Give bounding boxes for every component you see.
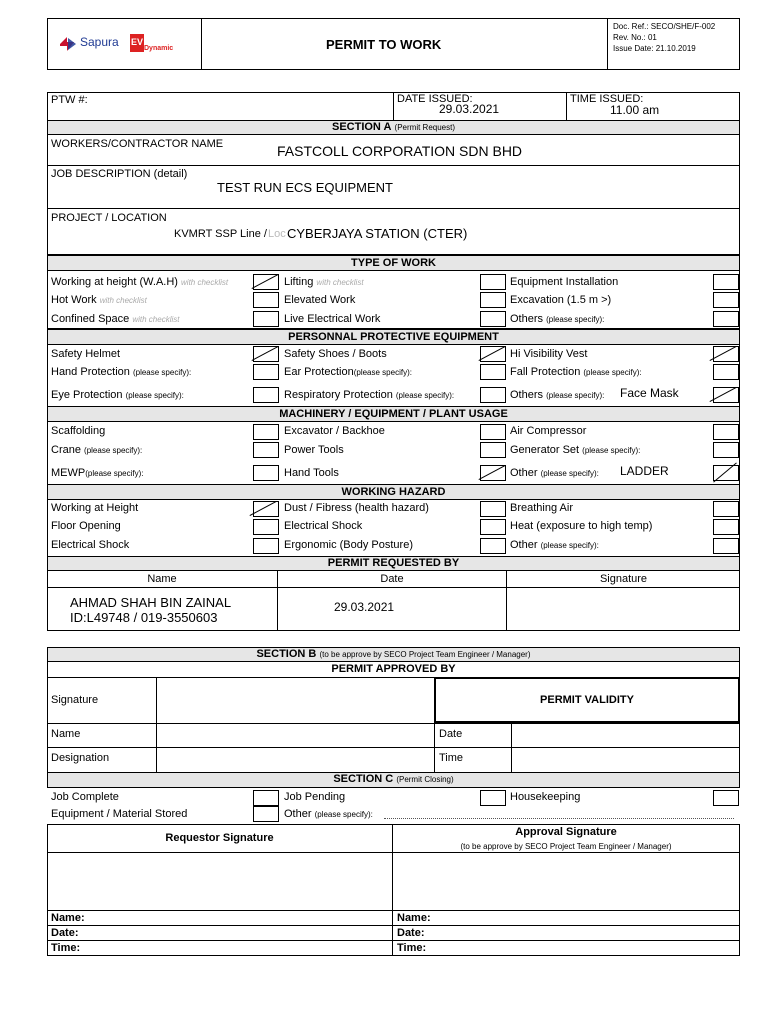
- page-title: PERMIT TO WORK: [326, 37, 442, 52]
- checkbox-hiviz[interactable]: [713, 346, 739, 362]
- mach-c3-0: Air Compressor: [510, 425, 587, 437]
- checkbox-equipment-stored[interactable]: [253, 806, 279, 822]
- approval-signature-title: Approval Signature: [515, 826, 617, 838]
- checkbox-haz-elec[interactable]: [480, 519, 506, 535]
- checkbox-housekeeping[interactable]: [713, 790, 739, 806]
- req-date-value: 29.03.2021: [334, 600, 395, 614]
- app-sig-date-label: Date:: [397, 927, 425, 939]
- tow-c2-2: Live Electrical Work: [284, 313, 381, 325]
- c-other-line[interactable]: [384, 818, 734, 819]
- checkbox-fall[interactable]: [713, 364, 739, 380]
- ppe-c1-1: Hand Protection: [51, 366, 130, 378]
- checkbox-excavator[interactable]: [480, 424, 506, 440]
- checkbox-generator[interactable]: [713, 442, 739, 458]
- ppe-c3-0: Hi Visibility Vest: [510, 348, 588, 360]
- checkbox-excavation[interactable]: [713, 292, 739, 308]
- ptw-label: PTW #:: [51, 94, 88, 106]
- haz-c2-2: Ergonomic (Body Posture): [284, 539, 413, 551]
- doc-ref: Doc. Ref.: SECO/SHE/F-002: [613, 22, 716, 31]
- section-b-title: SECTION B: [256, 648, 317, 660]
- tow-c2-1: Elevated Work: [284, 294, 356, 306]
- issue-date: Issue Date: 21.10.2019: [613, 44, 696, 53]
- checkbox-power-tools[interactable]: [480, 442, 506, 458]
- time-issued-label: TIME ISSUED:: [570, 93, 644, 105]
- tow-c3-1: Excavation (1.5 m >): [510, 294, 612, 306]
- tow-c1-2: Confined Space: [51, 313, 130, 325]
- mach-c1-1: Crane: [51, 444, 81, 456]
- project-label: PROJECT / LOCATION: [51, 212, 167, 224]
- ppe-c2-0: Safety Shoes / Boots: [284, 348, 387, 360]
- section-a-subtitle: (Permit Request): [394, 123, 456, 132]
- job-label: JOB DESCRIPTION (detail): [51, 168, 188, 180]
- logo-ev-text: EV: [131, 37, 144, 47]
- project-hint: Loc: [268, 228, 286, 240]
- b-date-label: Date: [439, 728, 463, 740]
- checkbox-haz-shock[interactable]: [253, 538, 279, 554]
- c-housekeeping: Housekeeping: [510, 791, 581, 803]
- date-issued-value: 29.03.2021: [439, 102, 500, 116]
- ppe-title: PERSONNAL PROTECTIVE EQUIPMENT: [288, 331, 499, 343]
- checkbox-haz-height[interactable]: [253, 501, 279, 517]
- requestor-signature-title: Requestor Signature: [165, 832, 274, 844]
- req-name-value: AHMAD SHAH BIN ZAINAL: [70, 595, 232, 610]
- ppe-c2-1: Ear Protection: [284, 366, 354, 378]
- mach-c1-2: MEWP: [51, 467, 86, 479]
- project-prefix: KVMRT SSP Line /: [174, 228, 267, 240]
- mach-other-value: LADDER: [620, 464, 669, 478]
- checkbox-confined[interactable]: [253, 311, 279, 327]
- b-name-label: Name: [51, 728, 81, 740]
- logo-sapura-text: Sapura: [80, 35, 119, 49]
- checkbox-mewp[interactable]: [253, 465, 279, 481]
- tow-c3-2: Others: [510, 313, 544, 325]
- req-sig-date-label: Date:: [51, 927, 79, 939]
- haz-c3-2: Other: [510, 539, 538, 551]
- c-equipment-stored: Equipment / Material Stored: [51, 808, 188, 820]
- rev-no: Rev. No.: 01: [613, 33, 657, 42]
- app-sig-name-label: Name:: [397, 912, 431, 924]
- ppe-others-value: Face Mask: [620, 386, 679, 400]
- checkbox-crane[interactable]: [253, 442, 279, 458]
- req-signature-label: Signature: [599, 573, 648, 585]
- checkbox-hot-work[interactable]: [253, 292, 279, 308]
- checkbox-elevated[interactable]: [480, 292, 506, 308]
- checkbox-ear[interactable]: [480, 364, 506, 380]
- b-time-label: Time: [439, 752, 464, 764]
- ppe-c2-2: Respiratory Protection: [284, 389, 393, 401]
- checkbox-equip-install[interactable]: [713, 274, 739, 290]
- date-issued-label: DATE ISSUED:: [397, 93, 473, 105]
- workers-value: FASTCOLL CORPORATION SDN BHD: [277, 143, 523, 159]
- project-value: CYBERJAYA STATION (CTER): [287, 226, 468, 241]
- checkbox-haz-ergo[interactable]: [480, 538, 506, 554]
- tow-c3-0: Equipment Installation: [510, 276, 619, 288]
- checkbox-ppe-others[interactable]: [713, 387, 739, 403]
- haz-c1-2: Electrical Shock: [51, 539, 130, 551]
- haz-c3-1: Heat (exposure to high temp): [510, 520, 653, 532]
- ppe-c3-2: Others: [510, 389, 544, 401]
- job-value: TEST RUN ECS EQUIPMENT: [217, 180, 394, 195]
- mach-c3-2: Other: [510, 467, 538, 479]
- workers-label: WORKERS/CONTRACTOR NAME: [51, 138, 224, 150]
- section-a-title: SECTION A: [331, 121, 392, 133]
- tow-c1-0: Working at height (W.A.H): [51, 276, 178, 288]
- checkbox-respiratory[interactable]: [480, 387, 506, 403]
- req-sig-time-label: Time:: [51, 942, 81, 954]
- checkbox-job-complete[interactable]: [253, 790, 279, 806]
- mach-c2-2: Hand Tools: [284, 467, 339, 479]
- checkbox-hand[interactable]: [253, 364, 279, 380]
- checkbox-eye[interactable]: [253, 387, 279, 403]
- c-job-pending: Job Pending: [284, 791, 346, 803]
- app-sig-time-label: Time:: [397, 942, 427, 954]
- approved-title: PERMIT APPROVED BY: [331, 663, 456, 675]
- checkbox-haz-dust[interactable]: [480, 501, 506, 517]
- checkbox-job-pending[interactable]: [480, 790, 506, 806]
- checkbox-haz-floor[interactable]: [253, 519, 279, 535]
- section-b-subtitle: (to be approve by SECO Project Team Engineer / Manager): [319, 650, 531, 659]
- haz-c1-0: Working at Height: [51, 502, 139, 514]
- time-issued-value: 11.00 am: [610, 103, 660, 117]
- req-name-label: Name: [147, 573, 177, 585]
- machinery-title: MACHINERY / EQUIPMENT / PLANT USAGE: [279, 408, 508, 420]
- approval-signature-subtitle: (to be approve by SECO Project Team Engineer / Manager): [460, 842, 672, 851]
- checkbox-haz-heat[interactable]: [713, 519, 739, 535]
- logo-dynamic-text: Dynamic: [144, 45, 174, 52]
- b-signature-label: Signature: [51, 694, 99, 706]
- checkbox-live-elec[interactable]: [480, 311, 506, 327]
- section-c-title: SECTION C: [333, 773, 394, 785]
- tow-c1-1: Hot Work: [51, 294, 97, 306]
- c-other: Other: [284, 808, 312, 820]
- req-date-label: Date: [380, 573, 404, 585]
- validity-title: PERMIT VALIDITY: [540, 694, 634, 706]
- checkbox-haz-air[interactable]: [713, 501, 739, 517]
- mach-c2-1: Power Tools: [284, 444, 344, 456]
- c-job-complete: Job Complete: [51, 791, 119, 803]
- req-id-value: ID:L49748 / 019-3550603: [70, 610, 218, 625]
- checkbox-air-compressor[interactable]: [713, 424, 739, 440]
- mach-c2-0: Excavator / Backhoe: [284, 425, 385, 437]
- type-of-work-title: TYPE OF WORK: [351, 257, 436, 269]
- ppe-c1-0: Safety Helmet: [51, 348, 121, 360]
- haz-c1-1: Floor Opening: [51, 520, 121, 532]
- checkbox-lifting[interactable]: [480, 274, 506, 290]
- hazard-title: WORKING HAZARD: [341, 486, 446, 498]
- checkbox-haz-other[interactable]: [713, 538, 739, 554]
- requested-title: PERMIT REQUESTED BY: [327, 557, 460, 569]
- section-c-subtitle: (Permit Closing): [396, 775, 454, 784]
- haz-c2-1: Electrical Shock: [284, 520, 363, 532]
- company-logo: [58, 32, 198, 56]
- req-sig-name-label: Name:: [51, 912, 85, 924]
- checkbox-tow-others[interactable]: [713, 311, 739, 327]
- ppe-c1-2: Eye Protection: [51, 389, 123, 401]
- mach-c3-1: Generator Set: [510, 444, 580, 456]
- sapura-logo-icon: [58, 34, 78, 54]
- checkbox-scaffolding[interactable]: [253, 424, 279, 440]
- tow-c2-0: Lifting: [284, 276, 314, 288]
- haz-c3-0: Breathing Air: [510, 502, 573, 514]
- haz-c2-0: Dust / Fibress (health hazard): [284, 502, 429, 514]
- ppe-c3-1: Fall Protection: [510, 366, 581, 378]
- mach-c1-0: Scaffolding: [51, 425, 106, 437]
- b-designation-label: Designation: [51, 752, 110, 764]
